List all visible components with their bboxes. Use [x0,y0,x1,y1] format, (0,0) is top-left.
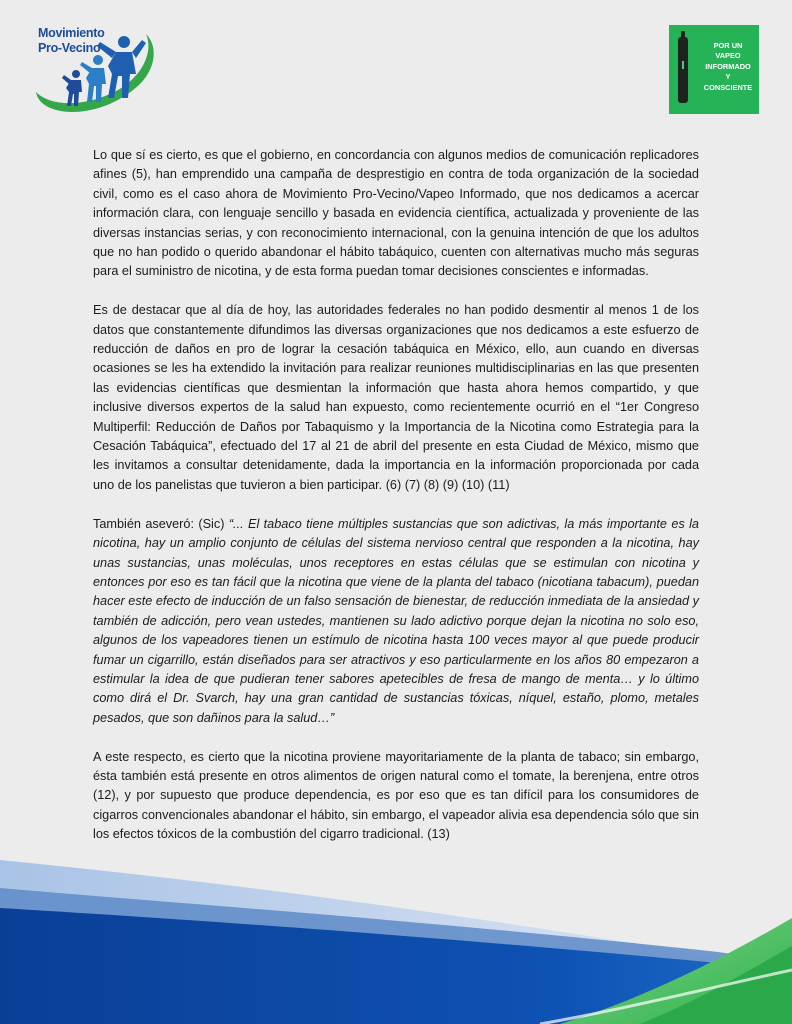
quote-text: “... El tabaco tiene múltiples sustancias que son adictivas, la más importante es la nicotina, hay un amplio conjunto de células del sistema nervioso central que responden a la nicotina, hay unas sustancias, unas moléculas, unos receptores en estas células que se estimulan con nicotina y entonces por eso es tan fácil que la nicotina que viene de la planta del tabaco (nicotiana tabacum), puedan hacer este efecto de inducción de un falso sensación de bienestar, de reducción inmediata de la ansiedad y también de adicción, pero vean ustedes, mantienen su lado adictivo porque dejan la nicotina no solo eso, algunos de los vapeadores tienen un estímulo de nicotina hasta 100 veces mayor al que puede producir fumar un cigarrillo, están diseñados para ser atractivos y eso particularmente en los años 80 empezaron a estimular la idea de que pudieran tener sabores apetecibles de fresa de mango de menta… y lo último como dirá el Dr. Svarch, hay una gran cantidad de sustancias tóxicas, níquel, estaño, plomo, metales pesados, que son dañinos para la salud…” [93,516,699,725]
vaporizer-device-icon [678,37,688,103]
document-body [93,146,699,864]
logo-title-line2: Pro-Vecino [38,41,101,55]
footer-waves [0,850,792,1024]
paragraph-4: A este respecto, es cierto que la nicotina proviene mayoritariamente de la planta de tabaco; sin embargo, ésta también está presente en otros alimentos de origen natural como el tomate, la berenjena, entre otros (12), y por supuesto que produce dependencia, es por eso que es tan difícil para los consumidores de cigarros convencionales abandonar el hábito, sin embargo, el vapeador alivia esa dependencia sólo que sin los efectos tóxicos de la combustión del cigarro tradicional. (13) [93,749,699,842]
badge-line: INFORMADO [705,61,751,71]
quote-intro: También aseveró: (Sic) [93,516,229,531]
badge-line: VAPEO [715,51,741,61]
paragraph-1: Lo que sí es cierto, es que el gobierno, en concordancia con algunos medios de comunicación replicadores afines (5), han emprendido una campaña de desprestigio en contra de toda organización de la sociedad civil, como es el caso ahora de Movimiento Pro-Vecino/Vapeo Informado, que nos dedicamos a acercar información clara, con lenguaje sencillo y basada en evidencia científica, actualizada y proveniente de las diversas instancias serias, y con reconocimiento internacional, con la genuina intención de que los adultos que no han podido o querido abandonar el hábito tabáquico, cuenten con alternativas mucho más seguras para el suministro de nicotina, y de esta forma puedan tomar decisiones conscientes e informadas. [93,148,699,279]
badge-line: CONSCIENTE [703,82,753,92]
paragraph-2: Es de destacar que al día de hoy, las autoridades federales no han podido desmentir al menos 1 de los datos que constantemente difundimos las diversas organizaciones que nos dedicamos a este esfuerzo de reducción de daños en pro de lograr la cesación tabáquica en México, ello, aun cuando en diversas ocasiones se les ha extendido la invitación para realizar reuniones multidisciplinarias en las que presenten las evidencias científicas que desmientan la información que hasta ahora hemos compartido, y que inclusive diversos expertos de la salud han expuesto, como recientemente ocurrió en el “1er Congreso Multiperfil: Reducción de Daños por Tabaquismo y la Importancia de la Nicotina como Estrategia para la Cesación Tabáquica”, efectuado del 17 al 21 de abril del presente en esta Ciudad de México, mismo que les invitamos a consultar detenidamente, dada la importancia en la información proporcionada por cada uno de los panelistas que tuvieron a bien participar. (6) (7) (8) (9) (10) (11) [93,303,699,492]
paragraph-3 [93,515,699,728]
badge-line: POR UN [713,41,743,50]
badge-slogan [699,41,757,93]
movimiento-pro-vecino-logo [30,22,158,122]
badge-line: Y [725,72,731,82]
logo-title-line1: Movimiento [38,26,105,40]
vapeo-informado-badge [669,25,759,114]
